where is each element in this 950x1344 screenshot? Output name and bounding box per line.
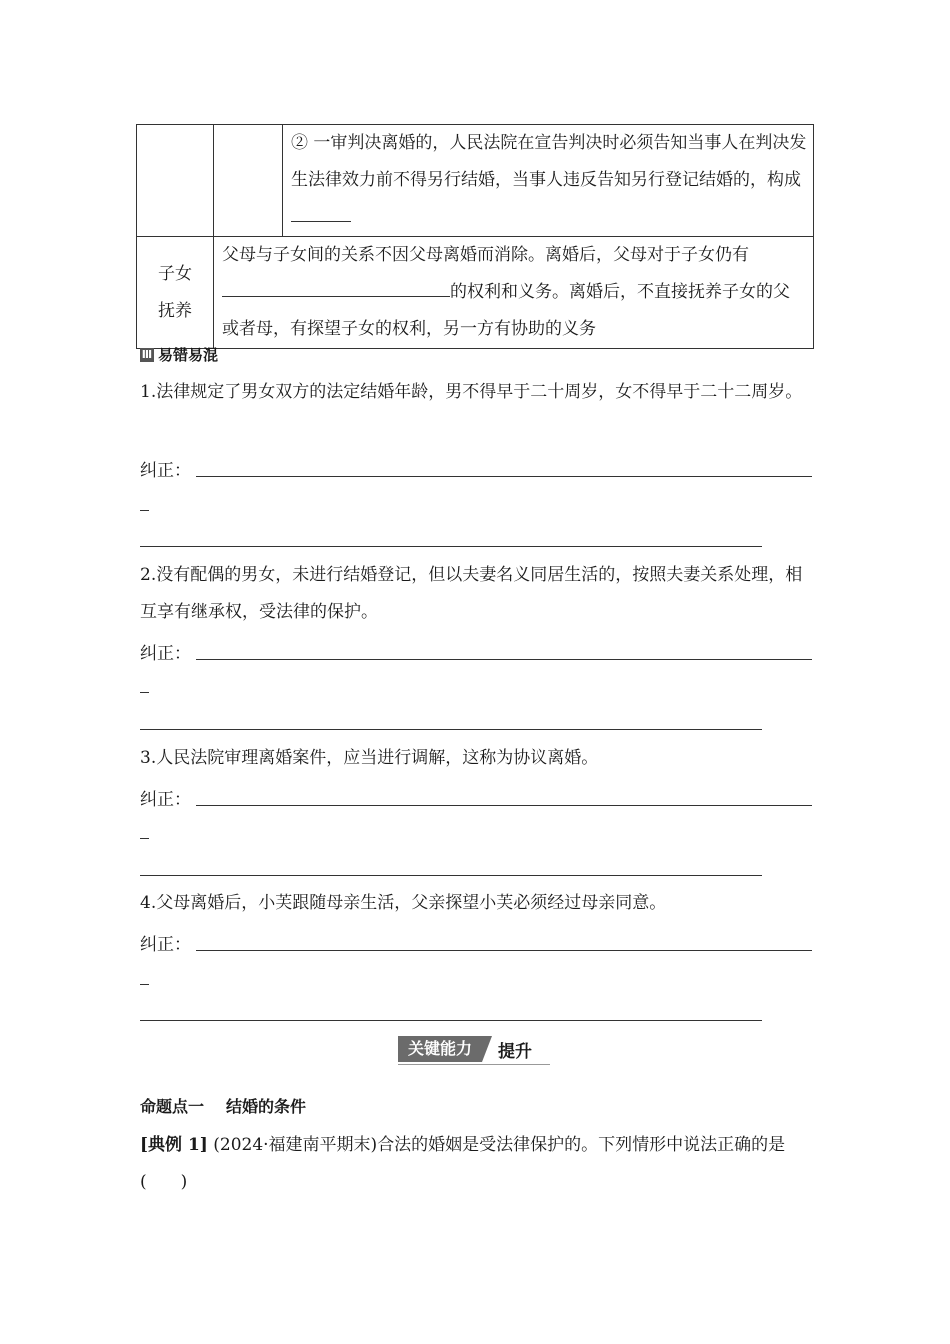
table-cell-text [283,125,814,237]
question-item: 3.人民法院审理离婚案件，应当进行调解，这称为协议离婚。 [140,748,599,768]
correction-label: 纠正： [140,644,191,664]
correction-input[interactable] [140,729,762,730]
section-tag-label: 易错易混 [158,346,219,364]
answer-blank[interactable] [291,203,351,222]
table-cell-text [214,237,814,349]
line-continuation-dash [140,510,149,511]
example-question [140,1127,812,1201]
table-row [137,237,814,349]
correction-input[interactable] [140,546,762,547]
banner-light-label: 提升 [498,1041,533,1062]
table-cell-empty [137,125,214,237]
row1-text: ② 一审判决离婚的，人民法院在宣告判决时必须告知当事人在判决发生法律效力前不得另行结婚，当事人违反告知另行登记结婚的，构成 [291,133,807,190]
correction-label: 纠正： [140,935,191,955]
correction-input[interactable] [196,950,812,951]
row-label-child-support [137,237,214,349]
topic-number: 命题点一 [140,1097,205,1116]
law-table [136,124,814,349]
example-text: 合法的婚姻是受法律保护的。下列情形中说法正确的是( ) [140,1135,786,1192]
topic-title: 结婚的条件 [226,1097,307,1116]
section-number-icon: Ⅲ [141,347,153,361]
example-label: [典例 1] [140,1135,208,1155]
row-label-line: 抚养 [158,300,192,321]
question-item: 4.父母离婚后，小芙跟随母亲生活，父亲探望小芙必须经过母亲同意。 [140,893,667,913]
banner-underline [398,1064,550,1065]
correction-label: 纠正： [140,461,191,481]
table-cell-empty [214,125,283,237]
banner-slant [482,1036,492,1062]
row-label-line: 子女 [158,263,192,284]
line-continuation-dash [140,984,149,985]
correction-input[interactable] [140,1020,762,1021]
row2-text-a: 父母与子女间的关系不因父母离婚而消除。离婚后，父母对于子女仍有 [222,245,749,265]
line-continuation-dash [140,838,149,839]
correction-input[interactable] [196,659,812,660]
correction-input[interactable] [140,875,762,876]
topic-heading [140,1094,306,1117]
section-banner [398,1034,532,1064]
question-item: 1.法律规定了男女双方的法定结婚年龄，男不得早于二十周岁，女不得早于二十二周岁。 [140,382,803,402]
example-source: (2024·福建南平期末) [213,1135,378,1155]
correction-input[interactable] [196,476,812,477]
correction-input[interactable] [196,805,812,806]
line-continuation-dash [140,692,149,693]
question-item: 2.没有配偶的男女，未进行结婚登记，但以夫妻名义同居生活的，按照夫妻关系处理，相互享有继承权，受法律的保护。 [140,565,803,622]
correction-label: 纠正： [140,790,191,810]
row2-text-b: 的权利和义务。离婚后，不直接抚养子女的父或者母，有探望子女的权利，另一方有协助的义务 [222,282,790,339]
answer-blank[interactable] [222,278,450,297]
banner-dark-label: 关键能力 [398,1036,482,1062]
section-tag [140,344,218,365]
table-row [137,125,814,237]
